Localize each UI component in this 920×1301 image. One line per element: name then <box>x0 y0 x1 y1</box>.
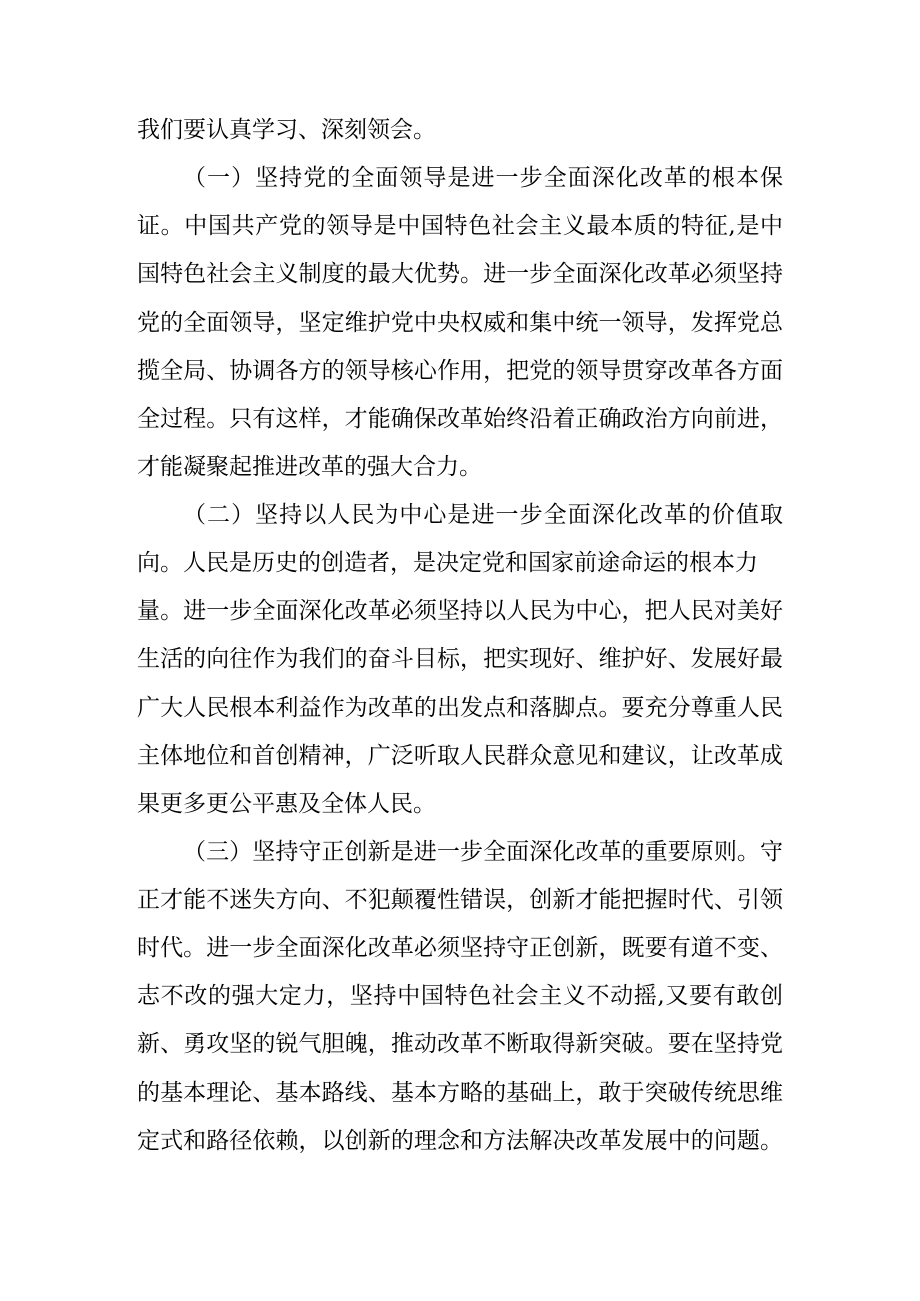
paragraph-heading-line: （一）坚持党的全面领导是进一步全面深化改革的根本保 <box>183 165 783 192</box>
text-line: 定式和路径依赖，以创新的理念和方法解决改革发展中的问题。 <box>137 1127 783 1154</box>
text-line: 果更多更公平惠及全体人民。 <box>137 790 436 817</box>
paragraph-3 <box>137 828 783 1165</box>
text-line: 志不改的强大定力，坚持中国特色社会主义不动摇,又要有敢创 <box>137 983 783 1010</box>
text-line: 我们要认真学习、深刻领会。 <box>137 117 436 143</box>
text-line: 的基本理论、基本路线、基本方略的基础上，敢于突破传统思维 <box>137 1079 783 1106</box>
text-line: 才能凝聚起推进改革的强大合力。 <box>137 453 482 480</box>
text-line: 全过程。只有这样，才能确保改革始终沿着正确政治方向前进， <box>137 405 783 432</box>
text-line: 向。人民是历史的创造者，是决定党和国家前途命运的根本力 <box>137 550 758 577</box>
text-line: 时代。进一步全面深化改革必须坚持守正创新，既要有道不变、 <box>137 935 783 962</box>
text-line: 国特色社会主义制度的最大优势。进一步全面深化改革必须坚持 <box>137 261 783 288</box>
paragraph-2 <box>137 491 783 828</box>
text-line: 量。进一步全面深化改革必须坚持以人民为中心，把人民对美好 <box>137 598 783 625</box>
paragraph-heading-line: （三）坚持守正创新是进一步全面深化改革的重要原则。守 <box>183 838 783 865</box>
text-line: 证。中国共产党的领导是中国特色社会主义最本质的特征,是中 <box>137 213 783 240</box>
paragraph-continuation <box>137 106 783 154</box>
text-line: 党的全面领导，坚定维护党中央权威和集中统一领导，发挥党总 <box>137 309 783 336</box>
text-line: 正才能不迷失方向、不犯颠覆性错误，创新才能把握时代、引领 <box>137 887 783 913</box>
text-line: 广大人民根本利益作为改革的出发点和落脚点。要充分尊重人民 <box>137 694 783 721</box>
text-line: 新、勇攻坚的锐气胆魄，推动改革不断取得新突破。要在坚持党 <box>137 1031 783 1058</box>
document-body <box>137 106 783 1165</box>
text-line: 主体地位和首创精神，广泛听取人民群众意见和建议，让改革成 <box>137 742 783 769</box>
paragraph-heading-line: （二）坚持以人民为中心是进一步全面深化改革的价值取 <box>183 502 783 528</box>
text-line: 生活的向往作为我们的奋斗目标，把实现好、维护好、发展好最 <box>137 646 783 673</box>
text-line: 揽全局、协调各方的领导核心作用，把党的领导贯穿改革各方面 <box>137 357 783 384</box>
paragraph-1 <box>137 154 783 491</box>
